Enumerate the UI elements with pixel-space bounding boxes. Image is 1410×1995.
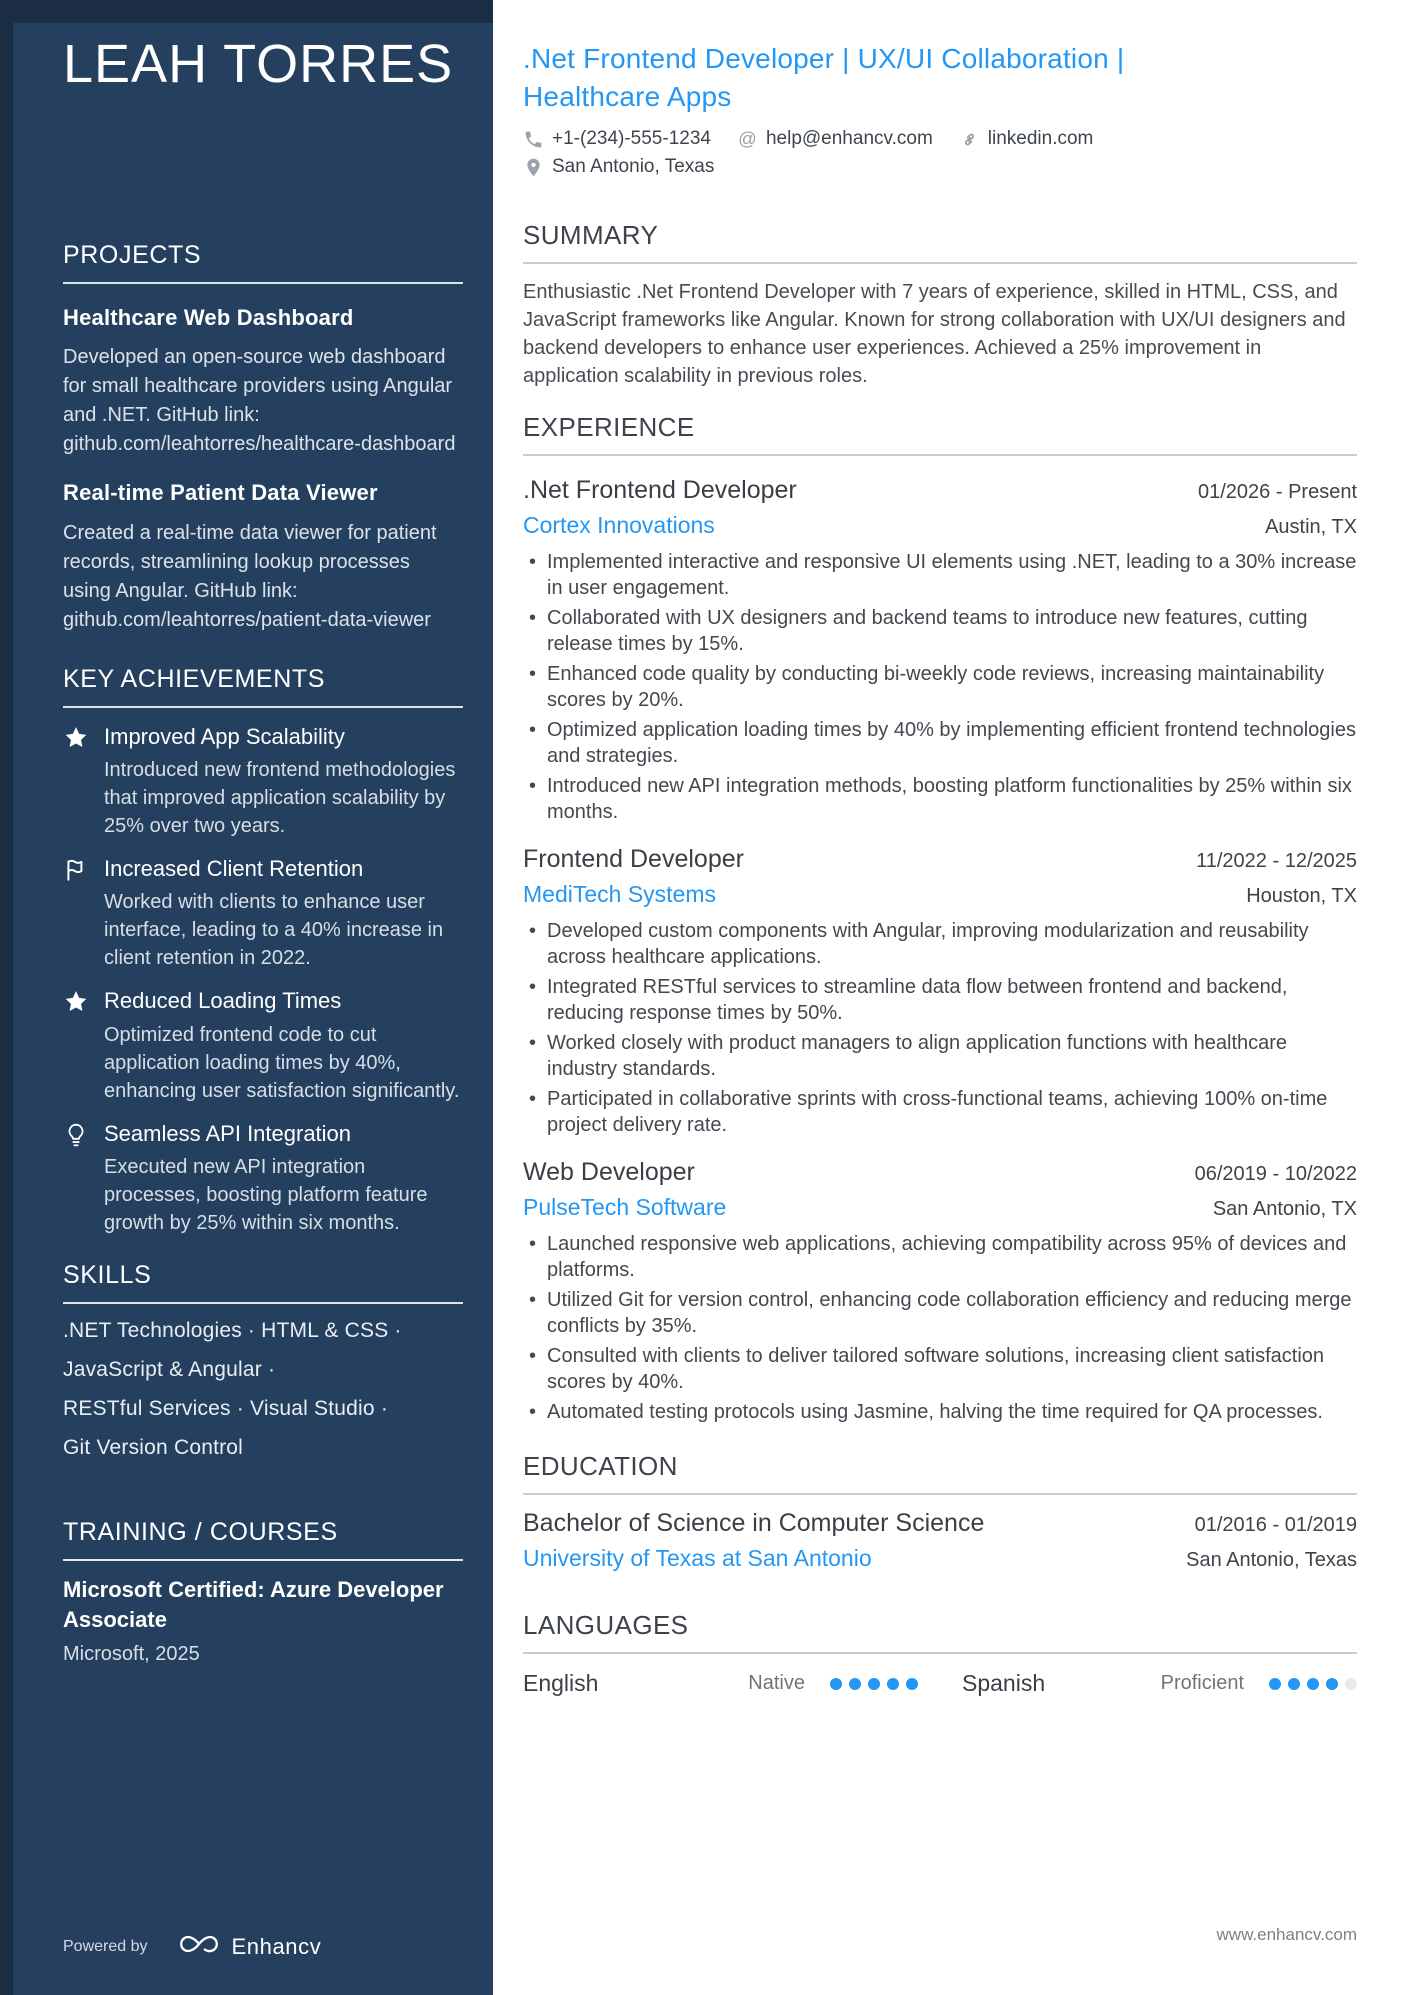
powered-by-label: Powered by <box>63 1937 148 1955</box>
skill-line: JavaScript & Angular · <box>63 1358 276 1382</box>
achievements-list <box>63 724 463 1238</box>
contact-text: San Antonio, Texas <box>552 156 715 177</box>
experience-entry <box>523 1158 1357 1425</box>
course-title: Microsoft Certified: Azure Developer Associate <box>63 1577 444 1633</box>
bullet-item: • Consulted with clients to deliver tailored software solutions, increasing client satisfaction scores by 40%. <box>523 1343 1357 1395</box>
project-item <box>63 479 463 635</box>
phone-icon <box>523 129 544 150</box>
training-heading: TRAINING / COURSES <box>63 1518 463 1561</box>
achievement-title: Increased Client Retention <box>104 856 364 882</box>
achievement-item <box>63 724 463 840</box>
bullet-item: • Optimized application loading times by 40% by implementing efficient frontend technologies and strategies. <box>523 717 1357 769</box>
link-icon <box>959 129 980 150</box>
resume-headline: .Net Frontend Developer | UX/UI Collaboration | Healthcare Apps <box>523 43 1125 112</box>
summary-text: Enthusiastic .Net Frontend Developer with 7 years of experience, skilled in HTML, CSS, and JavaScript frameworks like Angular. Known for strong collaboration with UX/UI designers and backend developers to enhance user experiences. Achieved a 25% improvement in application scalability in previous roles. <box>523 281 1346 387</box>
bullet-item: • Implemented interactive and responsive UI elements using .NET, leading to a 30% increase in user engagement. <box>523 549 1357 601</box>
training-section <box>63 1518 463 1666</box>
bullet-item: • Worked closely with product managers to align application functions with healthcare industry standards. <box>523 1030 1357 1082</box>
achievement-description: Introduced new frontend methodologies that improved application scalability by 25% over two years. <box>104 759 456 838</box>
languages-section <box>523 1610 1357 1697</box>
bullet-item: • Utilized Git for version control, enhancing code collaboration efficiency and reducing merge conflicts by 35%. <box>523 1287 1357 1339</box>
bullet-item: • Launched responsive web applications, achieving compatibility across 95% of devices and platforms. <box>523 1231 1357 1283</box>
job-dates: 06/2019 - 10/2022 <box>1194 1163 1357 1185</box>
level-dot <box>1269 1678 1281 1690</box>
project-description: Created a real-time data viewer for patient records, streamlining lookup processes using Angular. GitHub link: github.com/leahtorres/patient-data-viewer <box>63 521 437 631</box>
education-location: San Antonio, Texas <box>1186 1549 1357 1571</box>
languages-heading: LANGUAGES <box>523 1610 1357 1654</box>
contact-text[interactable]: linkedin.com <box>987 128 1094 149</box>
star-icon <box>63 989 89 1015</box>
main-column <box>493 0 1410 1995</box>
language-item <box>962 1670 1357 1697</box>
bullet-item: • Developed custom components with Angular, improving modularization and reusability across healthcare applications. <box>523 918 1357 970</box>
experience-heading: EXPERIENCE <box>523 412 1357 456</box>
contact-row-1 <box>523 128 1357 150</box>
sidebar-footer <box>63 1932 321 1961</box>
level-dot <box>887 1678 899 1690</box>
project-title: Healthcare Web Dashboard <box>63 304 354 330</box>
language-level-dots <box>823 1678 918 1690</box>
education-dates: 01/2016 - 01/2019 <box>1194 1514 1357 1536</box>
enhancv-url[interactable]: www.enhancv.com <box>1216 1925 1357 1944</box>
sidebar <box>0 0 493 1995</box>
languages-list <box>523 1670 1357 1697</box>
achievement-item <box>63 1121 463 1237</box>
contact-item[interactable] <box>523 128 711 150</box>
company-link[interactable]: MediTech Systems <box>523 881 717 907</box>
skills-heading: SKILLS <box>63 1261 463 1304</box>
achievement-description: Optimized frontend code to cut application loading times by 40%, enhancing user satisfaction significantly. <box>104 1023 460 1102</box>
key-achievements-heading: KEY ACHIEVEMENTS <box>63 665 463 708</box>
enhancv-wordmark: Enhancv <box>231 1933 322 1959</box>
flag-icon <box>63 857 89 883</box>
job-location: Austin, TX <box>1265 516 1357 538</box>
contact-text[interactable]: help@enhancv.com <box>765 128 933 149</box>
projects-list <box>63 304 463 635</box>
job-title: Frontend Developer <box>523 845 744 873</box>
contact-block <box>523 128 1357 178</box>
achievement-description: Executed new API integration processes, boosting platform feature growth by 25% within six months. <box>104 1156 428 1235</box>
enhancv-logo-icon <box>176 1932 222 1961</box>
achievement-title: Reduced Loading Times <box>104 988 342 1014</box>
experience-section <box>523 412 1357 1425</box>
level-dot <box>906 1678 918 1690</box>
education-entry <box>523 1509 1357 1572</box>
skill-line: .NET Technologies · HTML & CSS · <box>63 1319 402 1343</box>
level-dot <box>1288 1678 1300 1690</box>
bullet-item: • Introduced new API integration methods, boosting platform functionalities by 25% within six months. <box>523 773 1357 825</box>
bullet-item: • Automated testing protocols using Jasmine, halving the time required for QA processes. <box>523 1399 1357 1425</box>
contact-item <box>523 156 714 178</box>
bullet-item: • Collaborated with UX designers and backend teams to introduce new features, cutting release times by 15%. <box>523 605 1357 657</box>
level-dot <box>1345 1678 1357 1690</box>
projects-section <box>63 241 463 635</box>
bullet-item: • Integrated RESTful services to streamline data flow between frontend and backend, reducing response times by 50%. <box>523 974 1357 1026</box>
achievement-title: Seamless API Integration <box>104 1120 352 1146</box>
language-name: Spanish <box>962 1670 1046 1696</box>
bullet-item: • Participated in collaborative sprints with cross-functional teams, achieving 100% on-time project delivery rate. <box>523 1086 1357 1138</box>
education-heading: EDUCATION <box>523 1451 1357 1495</box>
language-level: Native <box>748 1672 805 1694</box>
language-level: Proficient <box>1160 1672 1244 1694</box>
job-bullets <box>523 918 1357 1138</box>
enhancv-brand[interactable] <box>176 1932 322 1961</box>
education-section <box>523 1451 1357 1572</box>
language-level-dots <box>1262 1678 1357 1690</box>
job-dates: 01/2026 - Present <box>1198 481 1357 503</box>
job-location: San Antonio, TX <box>1212 1198 1357 1220</box>
skills-section <box>63 1261 463 1460</box>
language-item <box>523 1670 918 1697</box>
company-link[interactable]: Cortex Innovations <box>523 512 715 538</box>
experience-entry <box>523 476 1357 825</box>
level-dot <box>1307 1678 1319 1690</box>
candidate-name: LEAH TORRES <box>63 34 454 94</box>
achievement-title: Improved App Scalability <box>104 723 345 749</box>
svg-text:@: @ <box>738 128 757 149</box>
bullet-item: • Enhanced code quality by conducting bi-weekly code reviews, increasing maintainability scores by 20%. <box>523 661 1357 713</box>
skills-list <box>63 1319 463 1460</box>
level-dot <box>849 1678 861 1690</box>
contact-text[interactable]: +1-(234)-555-1234 <box>552 128 711 149</box>
course-provider-year: Microsoft, 2025 <box>63 1643 200 1666</box>
level-dot <box>830 1678 842 1690</box>
projects-heading: PROJECTS <box>63 241 463 284</box>
achievement-description: Worked with clients to enhance user interface, leading to a 40% increase in client retention in 2022. <box>104 891 444 970</box>
job-title: Web Developer <box>523 1158 695 1186</box>
level-dot <box>1326 1678 1338 1690</box>
skill-line: Git Version Control <box>63 1436 244 1460</box>
contact-item[interactable] <box>737 128 933 150</box>
contact-row-2 <box>523 156 1357 178</box>
job-title: .Net Frontend Developer <box>523 476 797 504</box>
company-link[interactable]: PulseTech Software <box>523 1194 727 1220</box>
language-name: English <box>523 1670 599 1696</box>
experience-entry <box>523 845 1357 1138</box>
achievement-item <box>63 856 463 972</box>
project-description: Developed an open-source web dashboard for small healthcare providers using Angular and .NET. GitHub link: github.com/leahtorres/healthcare-dashboard <box>63 346 456 456</box>
lightbulb-icon <box>63 1122 89 1148</box>
star-icon <box>63 725 89 751</box>
job-bullets <box>523 549 1357 825</box>
project-item <box>63 304 463 460</box>
contact-item[interactable] <box>959 128 1094 150</box>
summary-heading: SUMMARY <box>523 220 1357 264</box>
location-icon <box>523 157 544 178</box>
at-icon <box>737 129 758 150</box>
project-title: Real-time Patient Data Viewer <box>63 480 378 506</box>
job-dates: 11/2022 - 12/2025 <box>1196 850 1357 872</box>
degree-title: Bachelor of Science in Computer Science <box>523 1509 985 1537</box>
job-bullets <box>523 1231 1357 1425</box>
summary-section <box>523 220 1357 390</box>
jobs-list <box>523 476 1357 1425</box>
job-location: Houston, TX <box>1246 885 1357 907</box>
skill-line: RESTful Services · Visual Studio · <box>63 1397 389 1421</box>
level-dot <box>868 1678 880 1690</box>
school-link[interactable]: University of Texas at San Antonio <box>523 1545 872 1571</box>
achievement-item <box>63 988 463 1104</box>
key-achievements-section <box>63 665 463 1238</box>
sidebar-content <box>0 0 493 1666</box>
